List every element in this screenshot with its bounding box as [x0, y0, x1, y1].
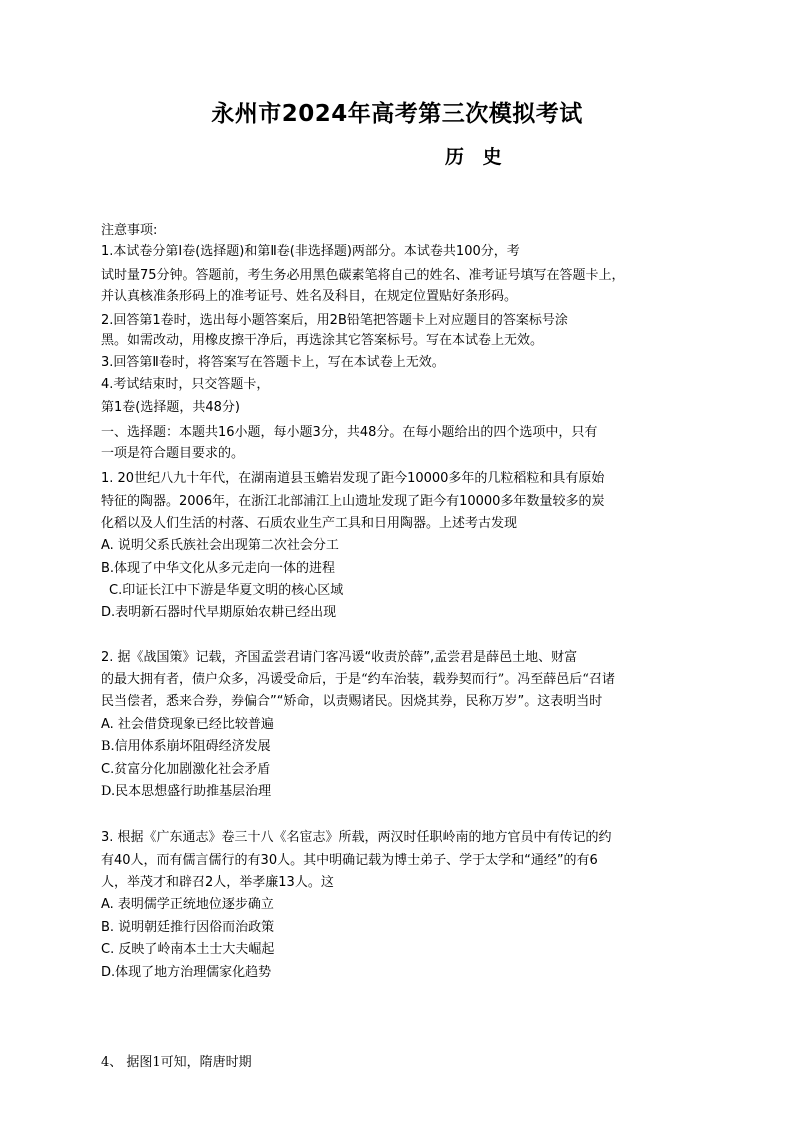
q4-stem-1: 4、 据图1可知，隋唐时期 [101, 1055, 252, 1070]
note-line-2: 试时量75分钟。答题前，考生务必用黑色碳素笔将自己的姓名、准考证号填写在答题卡上， [101, 268, 625, 283]
section-title: 第1卷(选择题，共48分) [101, 400, 240, 415]
note-line-6: 3.回答第Ⅱ卷时，将答案写在答题卡上，写在本试卷上无效。 [101, 355, 445, 370]
section-instruction-1: 一、选择题：本题共16小题，每小题3分，共48分。在每小题给出的四个选项中，只有 [101, 425, 598, 440]
q2-stem-1: 2. 据《战国策》记载，齐国孟尝君请门客冯谖“收责於薛”,孟尝君是薛邑土地、财富 [101, 650, 578, 665]
q2-option-d: D.民本思想盛行助推基层治理 [101, 784, 272, 799]
note-line-1: 1.本试卷分第Ⅰ卷(选择题)和第Ⅱ卷(非选择题)两部分。本试卷共100分，考 [101, 244, 520, 259]
q3-option-a: A. 表明儒学正统地位逐步确立 [101, 897, 274, 912]
q3-option-c: C. 反映了岭南本土士大夫崛起 [101, 942, 275, 957]
q1-stem-2: 特征的陶器。2006年，在浙江北部浦江上山遗址发现了距今有10000多年数量较多的炭 [101, 494, 605, 509]
q1-option-c: C.印证长江中下游是华夏文明的核心区域 [109, 583, 344, 598]
q1-stem-3: 化稻以及人们生活的村落、石质农业生产工具和日用陶器。上述考古发现 [101, 516, 518, 531]
subject-title: 历 史 [445, 146, 508, 168]
note-line-7: 4.考试结束时，只交答题卡， [101, 377, 270, 392]
q2-option-b: B.信用体系崩坏阻碍经济发展 [101, 739, 271, 754]
q3-option-b: B. 说明朝廷推行因俗而治政策 [101, 920, 275, 935]
q2-stem-2: 的最大拥有者，债户众多，冯谖受命后，于是“约车治装，载券契而行”。冯至薛邑后“召诸 [101, 672, 615, 687]
q3-stem-2: 有40人，而有儒言儒行的有30人。其中明确记载为博士弟子、学于太学和“通经”的有6 [101, 853, 598, 868]
q3-stem-1: 3. 根据《广东通志》卷三十八《名宦志》所载，两汉时任职岭南的地方官员中有传记的约 [101, 830, 612, 845]
exam-title: 永州市2024年高考第三次模拟考试 [211, 101, 583, 127]
q2-option-a: A. 社会借贷现象已经比较普遍 [101, 717, 274, 732]
q3-stem-3: 人，举茂才和辟召2人，举孝廉13人。这 [101, 875, 334, 890]
q2-stem-3: 民当偿者，悉来合券，券偏合”“矫命，以责赐诸民。因烧其券，民称万岁”。这表明当时 [101, 694, 603, 709]
q1-option-d: D.表明新石器时代早期原始农耕已经出现 [101, 605, 337, 620]
q1-option-a: A. 说明父系氏族社会出现第二次社会分工 [101, 538, 339, 553]
note-line-4: 2.回答第1卷时，选出每小题答案后，用2B铅笔把答题卡上对应题目的答案标号涂 [101, 313, 568, 328]
q3-option-d: D.体现了地方治理儒家化趋势 [101, 965, 272, 980]
q1-stem-1: 1. 20世纪八九十年代，在湖南道县玉蟾岩发现了距今10000多年的几粒稻粒和具有原始 [101, 471, 605, 486]
q1-option-b: B.体现了中华文化从多元走向一体的进程 [101, 561, 336, 576]
note-line-5: 黑。如需改动，用橡皮擦干净后，再选涂其它答案标号。写在本试卷上无效。 [101, 333, 544, 348]
notes-heading: 注意事项: [101, 223, 158, 238]
note-line-3: 并认真核准条形码上的准考证号、姓名及科目，在规定位置贴好条形码。 [101, 289, 518, 304]
section-instruction-2: 一项是符合题目要求的。 [101, 446, 245, 461]
q2-option-c: C.贫富分化加剧激化社会矛盾 [101, 762, 271, 777]
